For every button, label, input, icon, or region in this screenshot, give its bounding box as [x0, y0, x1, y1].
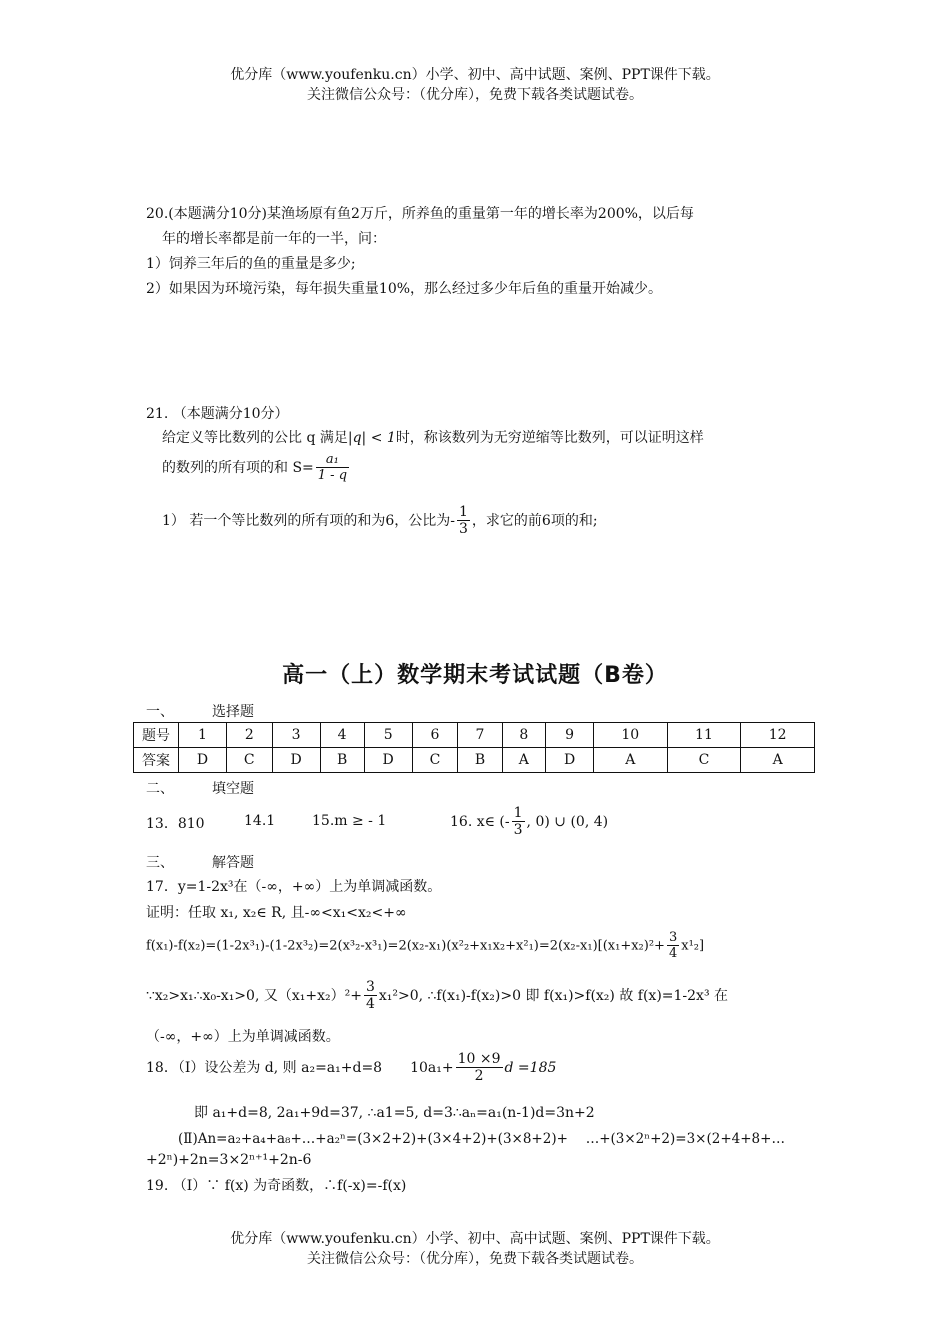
table-cell: 11	[667, 723, 741, 748]
q21-line-3-b: ，求它的前6项的和;	[471, 513, 598, 529]
section-2-number: 二、	[146, 781, 174, 797]
table-cell: 2	[226, 723, 272, 748]
q17-line-3-denominator: 4	[668, 946, 678, 961]
table-row-answers	[134, 748, 815, 773]
fill-16-fraction	[512, 806, 525, 838]
fill-answer-15: 15.m ≥ - 1	[312, 813, 387, 829]
q21-line-3	[162, 505, 598, 537]
q17-line-3	[146, 930, 704, 962]
q21-line-3-a: 1） 若一个等比数列的所有项的和为6，公比为-	[162, 513, 455, 529]
q18-fraction	[456, 1052, 503, 1084]
table-cell: C	[226, 748, 272, 773]
header-line-2: 关注微信公众号：（优分库），免费下载各类试题试卷。	[307, 87, 643, 103]
section-1-number: 一、	[146, 704, 174, 720]
q18-denominator: 2	[456, 1067, 503, 1084]
table-cell: 1	[179, 723, 227, 748]
q17-line-4-b: x₁²>0, ∴f(x₁)-f(x₂)>0 即 f(x₁)>f(x₂) 故 f(x)=1-2x³ 在	[378, 988, 729, 1004]
q19-line-1: 19. （Ⅰ）∵ f(x) 为奇函数，∴f(-x)=-f(x)	[146, 1178, 407, 1194]
table-cell: C	[667, 748, 741, 773]
table-row-numbers	[134, 723, 815, 748]
footer-line-1: 优分库（www.youfenku.cn）小学、初中、高中试题、案例、PPT课件下载。	[230, 1231, 720, 1247]
table-cell: C	[412, 748, 458, 773]
q18-line-1-a: 18．（Ⅰ）设公差为 d, 则 a₂=a₁+d=8	[146, 1060, 383, 1076]
q21-line-2	[162, 452, 351, 484]
fill-16-b: , 0) ∪ (0, 4)	[526, 814, 609, 830]
fill-16-denominator: 3	[513, 822, 523, 838]
q17-line-3-numerator: 3	[668, 930, 678, 945]
table-cell: D	[546, 748, 594, 773]
q21-sum-fraction	[316, 452, 349, 484]
footer-line-2: 关注微信公众号：（优分库），免费下载各类试题试卷。	[307, 1251, 643, 1267]
section-1-label: 选择题	[212, 704, 254, 720]
row-label-numbers: 题号	[134, 723, 179, 748]
q20-line-4: 2）如果因为环境污染，每年损失重量10%，那么经过多少年后鱼的重量开始减少。	[146, 281, 663, 297]
q21-line-1-a: 给定义等比数列的公比 q 满足	[162, 430, 348, 446]
table-cell: D	[272, 748, 320, 773]
q17-line-4	[146, 980, 728, 1012]
q18-line-1	[146, 1052, 556, 1084]
q18-line-4: +2ⁿ)+2n=3×2ⁿ⁺¹+2n-6	[146, 1152, 312, 1168]
fill-answer-16	[450, 806, 608, 838]
table-cell: 6	[412, 723, 458, 748]
fill-answer-13: 13．810	[146, 816, 205, 832]
header-line-1: 优分库（www.youfenku.cn）小学、初中、高中试题、案例、PPT课件下载。	[230, 67, 720, 83]
fill-answer-14: 14.1	[244, 813, 276, 829]
table-cell: 8	[502, 723, 546, 748]
q17-line-1: 17．y=1-2x³在（-∞，+∞）上为单调减函数。	[146, 879, 442, 895]
q21-ratio-numerator: 1	[459, 504, 468, 520]
table-cell: B	[320, 748, 364, 773]
table-cell: 10	[593, 723, 667, 748]
table-cell: B	[458, 748, 502, 773]
section-2-label: 填空题	[212, 781, 254, 797]
table-cell: 7	[458, 723, 502, 748]
table-cell: A	[502, 748, 546, 773]
table-cell: 12	[741, 723, 815, 748]
q17-line-4-fraction	[364, 980, 377, 1012]
q17-line-4-a: ∵x₂>x₁∴x₀-x₁>0, 又（x₁+x₂）²+	[146, 988, 362, 1004]
q18-line-1-b: 10a₁+	[410, 1060, 454, 1076]
q20-line-1: 20.(本题满分10分)某渔场原有鱼2万斤，所养鱼的重量第一年的增长率为200%，以后每	[146, 206, 694, 222]
q18-numerator: 10 ×9	[457, 1051, 501, 1067]
fill-16-a: 16. x∈ (-	[450, 814, 510, 830]
q21-head: 21. （本题满分10分）	[146, 406, 289, 422]
q17-line-4-numerator: 3	[365, 979, 375, 995]
table-cell: 3	[272, 723, 320, 748]
table-cell: A	[741, 748, 815, 773]
q17-line-4-denominator: 4	[365, 996, 375, 1012]
fill-16-numerator: 1	[513, 805, 523, 821]
q21-abs-q: |q| < 1	[347, 430, 396, 446]
q21-ratio-denominator: 3	[459, 521, 468, 537]
q17-line-5: （-∞，+∞）上为单调减函数。	[146, 1029, 340, 1045]
table-cell: A	[593, 748, 667, 773]
q21-line-1-b: 时，称该数列为无穷逆缩等比数列，可以证明这样	[395, 430, 704, 446]
q17-line-3-fraction	[667, 930, 679, 962]
table-cell: 5	[364, 723, 412, 748]
q17-line-3-a: f(x₁)-f(x₂)=(1-2x³₁)-(1-2x³₂)=2(x³₂-x³₁)=2(x₂-x₁)(x²₂+x₁x₂+x²₁)=2(x₂-x₁)[(x₁+x₂)²+	[146, 938, 665, 954]
q21-sum-denominator: 1 - q	[317, 468, 348, 483]
q21-sum-numerator: a₁	[325, 452, 339, 467]
answer-table	[133, 722, 815, 773]
q17-line-3-b: x¹₂]	[681, 938, 705, 954]
section-3-label: 解答题	[212, 855, 254, 871]
q18-line-1-c: d =185	[504, 1060, 557, 1076]
q17-line-2: 证明：任取 x₁, x₂∈ R, 且-∞<x₁<x₂<+∞	[146, 905, 407, 921]
q21-line-2-a: 的数列的所有项的和 S=	[162, 460, 314, 476]
section-3-number: 三、	[146, 855, 174, 871]
q20-line-2: 年的增长率都是前一年的一半，问：	[162, 231, 386, 247]
table-cell: D	[364, 748, 412, 773]
table-cell: 9	[546, 723, 594, 748]
q18-line-3: (Ⅱ)An=a₂+a₄+a₈+…+a₂ⁿ=(3×2+2)+(3×4+2)+(3×8+2)+ …+(3×2ⁿ+2)=3×(2+4+8+…	[178, 1131, 785, 1147]
q18-line-2: 即 a₁+d=8, 2a₁+9d=37, ∴a1=5, d=3∴aₙ=a₁(n-1)d=3n+2	[194, 1105, 595, 1121]
q21-ratio-fraction	[457, 505, 470, 537]
row-label-answers: 答案	[134, 748, 179, 773]
table-cell: 4	[320, 723, 364, 748]
q20-line-3: 1）饲养三年后的鱼的重量是多少;	[146, 256, 356, 272]
q21-line-1	[162, 427, 704, 447]
page-title: 高一（上）数学期末考试试题（B卷）	[282, 663, 668, 688]
table-cell: D	[179, 748, 227, 773]
